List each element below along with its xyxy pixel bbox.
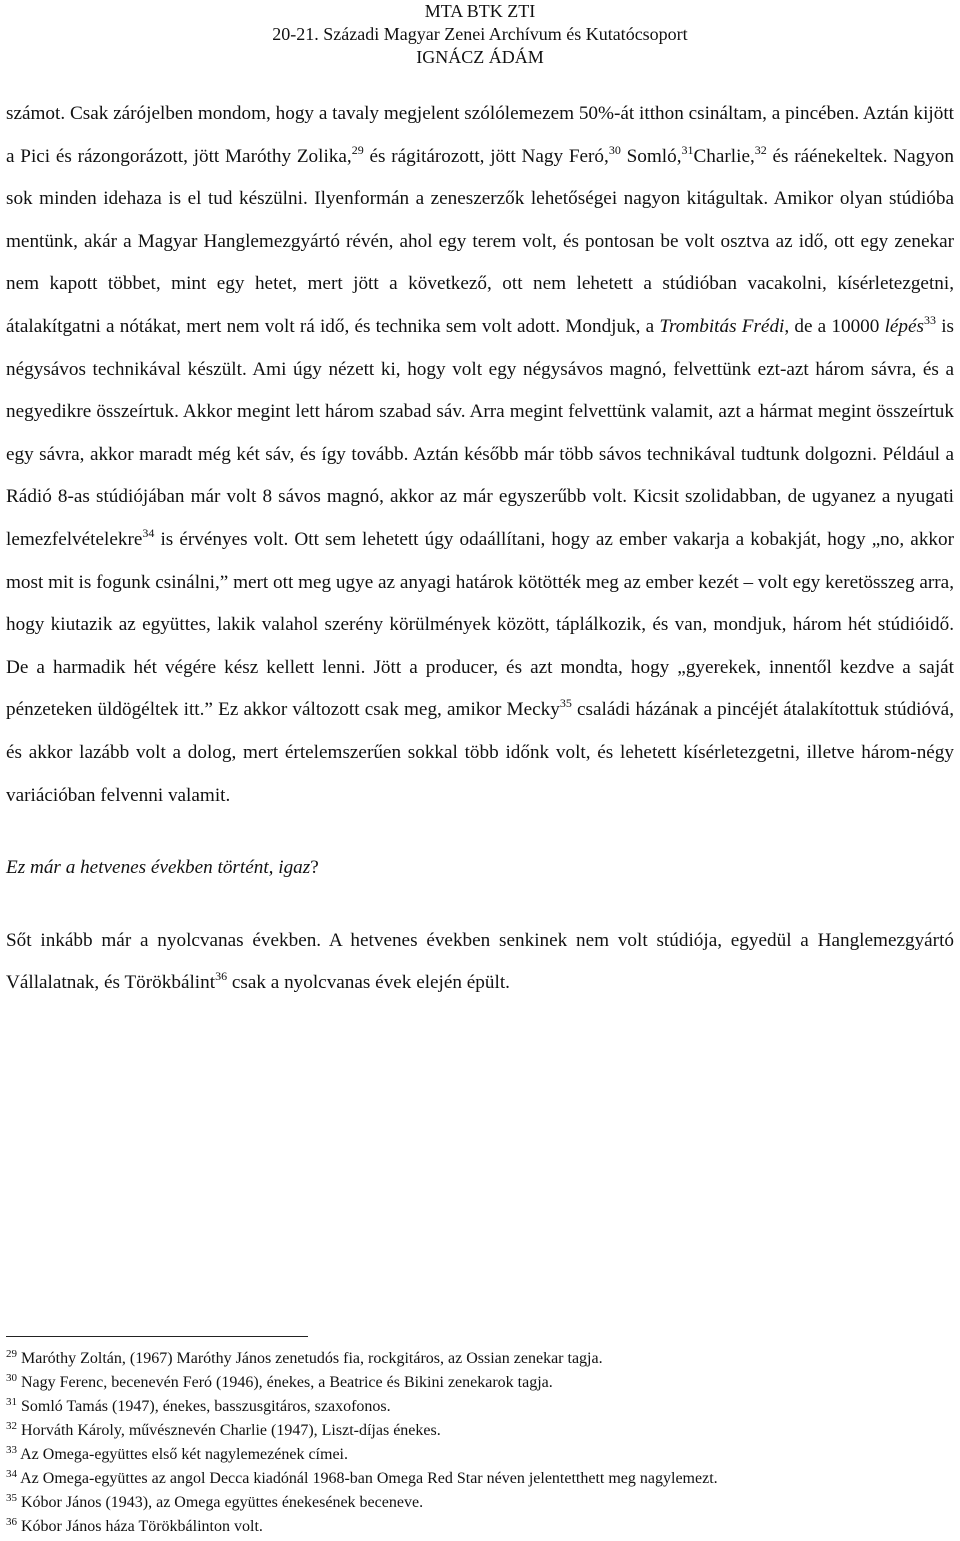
text-run: Sőt inkább már a nyolcvanas években. A hetvenes években senkinek nem volt stúdiója, egyedül a Hanglemezgyártó Vállalatnak, és Törökbálint [6,929,954,994]
footnote-text: Az Omega-együttes az angol Decca kiadónál 1968-ban Omega Red Star néven jelentetthett meg nagylemezt. [20,1470,718,1487]
footnote-text: Kóbor János háza Törökbálinton volt. [21,1518,263,1535]
interviewer-question [6,847,954,890]
footnote-34 [6,1467,954,1491]
text-run: és ráénekeltek. Nagyon sok minden idehaza is el tud készülni. Ilyenformán a zeneszerzők lehetőségei nagyon kitágultak. Amikor olyan stúdióba mentünk, akár a Magyar Hanglemezgyártó révén, ahol egy terem volt, és pontosan be volt osztva az idő, ott egy zenekar nem kapott többet, mint egy hetet, mert jött a következő, ott nem lehetett a stúdióban vacakolni, kísérletezgetni, átalakítgatni a nótákat, mert nem volt rá idő, és technika sem volt adott. Mondjuk, a [6,145,954,337]
footnote-number: 34 [6,1467,17,1480]
text-run: , de a 10000 [784,315,885,337]
footnote-text: Kóbor János (1943), az Omega együttes énekesének beceneve. [21,1494,424,1511]
footnote-36 [6,1515,954,1539]
text-run: is érvényes volt. Ott sem lehetett úgy odaállítani, hogy az ember vakarja a kobakját, hogy „no, akkor most mit is fogunk csinálni,” mert ott meg ugye az anyagi határok kötötték meg az ember kezét – volt egy keretösszeg arra, hogy kiutazik az együttes, lakik valahol szerény körülmények között, táplálkozik, és van, mondjuk, három hét stúdióidő. De a harmadik hét végére kész kellett lenni. Jött a producer, és azt mondta, hogy „gyerekek, innentől kezdve a saját pénzeteken üldögéltek itt.” Ez akkor változott csak meg, amikor Mecky [6,528,954,721]
footnote-text: Horváth Károly, művésznevén Charlie (1947), Liszt-díjas énekes. [21,1422,441,1439]
footnote-ref-36[interactable]: 36 [215,969,228,984]
footnote-ref-31[interactable]: 31 [681,142,694,157]
footnote-33 [6,1443,954,1467]
song-title: lépés [884,315,924,337]
footnote-separator [6,1336,308,1337]
footnote-ref-29[interactable]: 29 [351,142,364,157]
footnote-number: 36 [6,1515,17,1528]
text-run: csak a nyolcvanas évek elején épült. [227,972,510,994]
song-title: Trombitás Frédi [659,315,785,337]
footnote-ref-32[interactable]: 32 [754,142,767,157]
interview-answer [6,920,954,1005]
footnote-ref-33[interactable]: 33 [924,313,936,328]
question-mark: ? [310,857,319,879]
footnote-29 [6,1347,954,1371]
footnote-32 [6,1419,954,1443]
header-author: IGNÁCZ ÁDÁM [416,47,544,67]
interview-body [6,93,954,1005]
footnotes [6,1347,954,1539]
footnote-number: 35 [6,1491,17,1504]
text-run: is négysávos technikával készült. Ami úgy nézett ki, hogy volt egy négysávos magnó, felvettünk ezt-azt három sávra, és a negyedikre összeírtuk. Akkor megint lett három szabad sáv. Arra megint felvettünk valamit, azt a hármat megint összeírtuk egy sávra, akkor maradt még két sáv, és így tovább. Aztán később már több sávos technikával tudtunk dolgozni. Például a Rádió 8-as stúdiójában már volt 8 sávos magnó, akkor az már egyszerűbb volt. Kicsit szolidabban, de ugyanez a nyugati lemezfelvételekre [6,315,954,550]
interview-paragraph [6,93,954,817]
footnote-text: Az Omega-együttes első két nagylemezének címei. [20,1446,348,1463]
header-archive: 20-21. Századi Magyar Zenei Archívum és Kutatócsoport [272,24,688,44]
footnote-text: Maróthy Zoltán, (1967) Maróthy János zenetudós fia, rockgitáros, az Ossian zenekar tagja. [21,1350,603,1367]
footnote-30 [6,1371,954,1395]
question-text: Ez már a hetvenes években történt, igaz [6,857,311,879]
footnote-ref-34[interactable]: 34 [142,526,155,541]
text-run: családi házának a pincéjét átalakítottuk stúdióvá, és akkor lazább volt a dolog, mert értelemszerűen sokkal több időnk volt, és lehetett kísérletezgetni, illetve három-négy variációban felvenni valamit. [6,699,954,806]
footnote-number: 32 [6,1419,17,1432]
footnote-text: Nagy Ferenc, becenevén Feró (1946), énekes, a Beatrice és Bikini zenekarok tagja. [21,1374,553,1391]
footnote-ref-35[interactable]: 35 [559,696,572,711]
footnote-text: Somló Tamás (1947), énekes, basszusgitáros, szaxofonos. [21,1398,391,1415]
text-run: Somló, [620,145,682,167]
footnote-number: 33 [6,1443,17,1456]
footnote-ref-30[interactable]: 30 [608,142,621,157]
footnote-number: 31 [6,1395,17,1408]
header-institution: MTA BTK ZTI [424,1,536,21]
page-header [0,0,960,69]
text-run: és rágitározott, jött Nagy Feró, [363,145,609,167]
text-run: számot. Csak zárójelben mondom, hogy a tavaly megjelent szólólemezem 50%-át itthon csináltam, a pincében. Aztán kijött a Pici és rázongorázott, jött Maróthy Zolika, [6,103,954,167]
text-run: Charlie, [693,145,755,167]
footnote-number: 29 [6,1347,17,1360]
footnote-31 [6,1395,954,1419]
footnote-35 [6,1491,954,1515]
footnote-number: 30 [6,1371,17,1384]
